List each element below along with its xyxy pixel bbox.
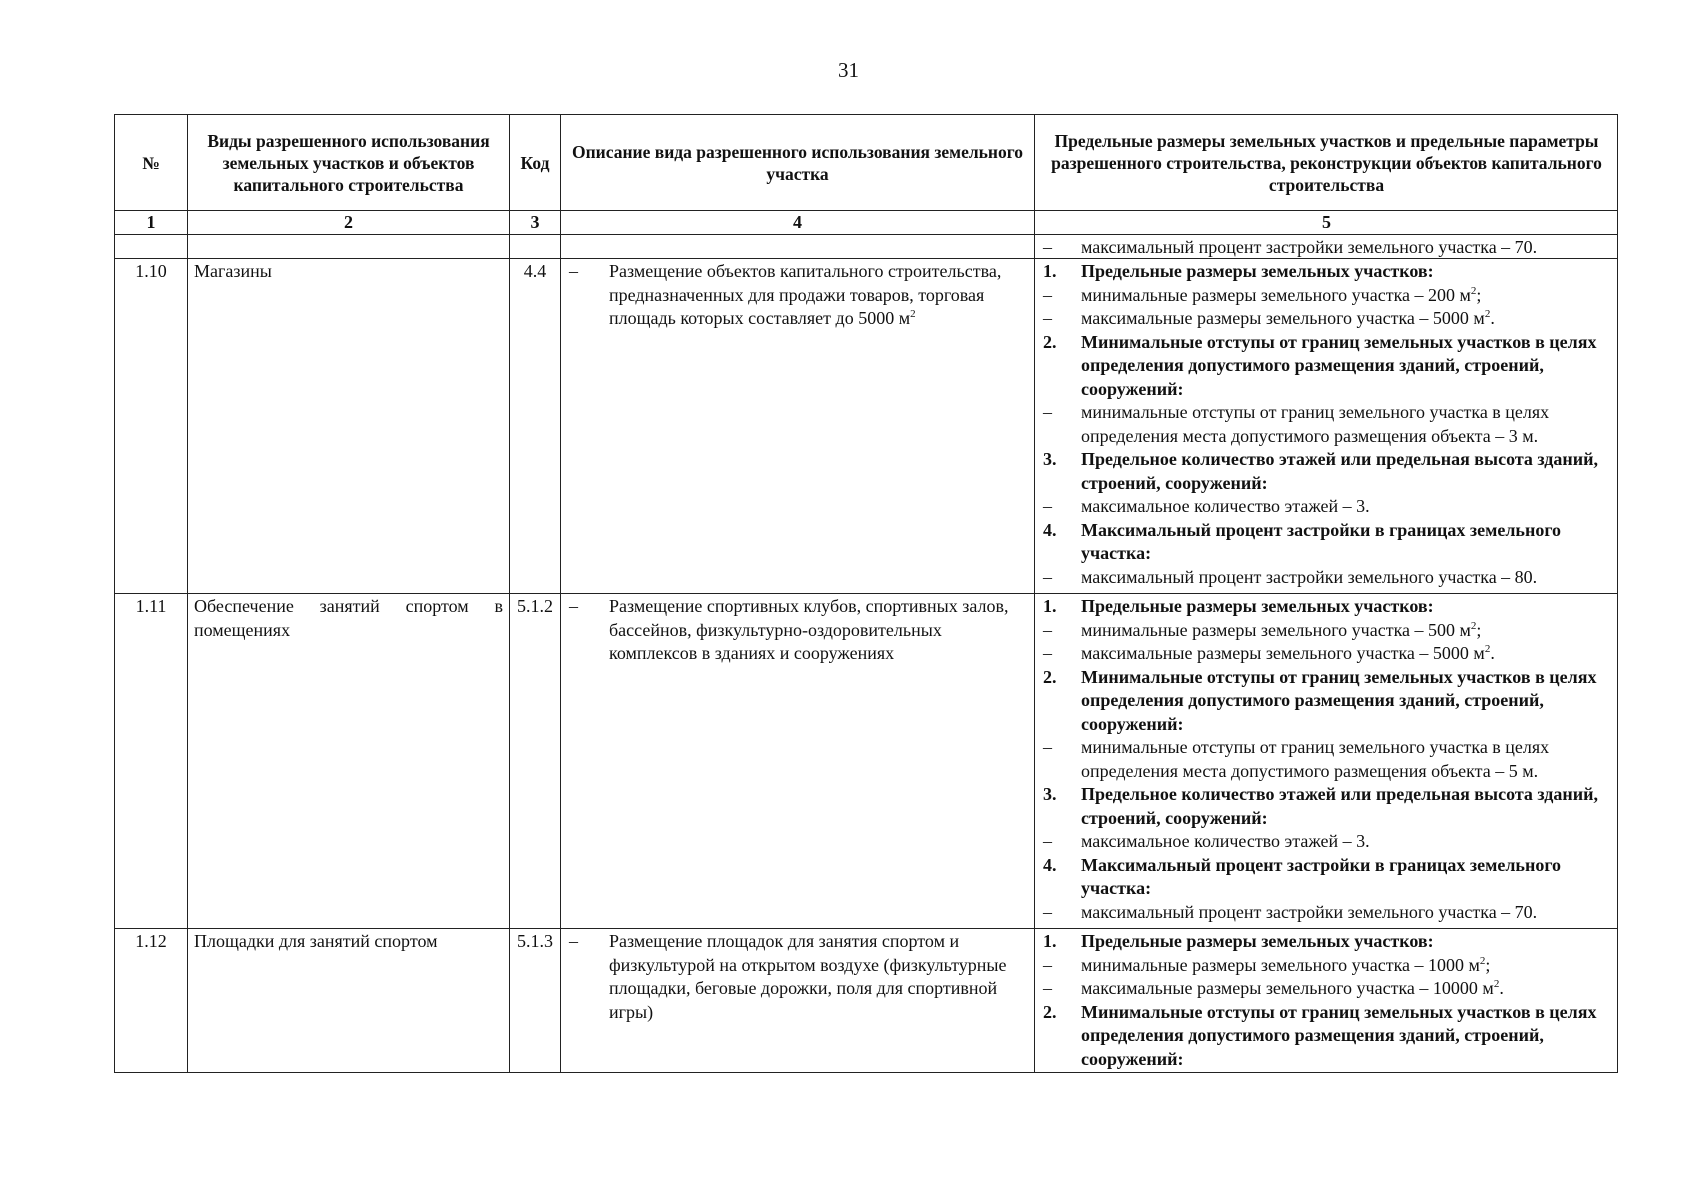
param-line	[1041, 666, 1612, 737]
table-row	[115, 929, 1617, 1072]
table-row	[115, 594, 1617, 929]
param-text: максимальное количество этажей – 3.	[1081, 831, 1370, 851]
header-col-description: Описание вида разрешенного использования земельного участка	[561, 115, 1035, 210]
param-text: минимальные размеры земельного участка – 500 $м^2$;	[1081, 619, 1482, 640]
row-number: 1.11	[115, 594, 188, 928]
param-line	[1041, 566, 1612, 590]
list-marker: 2.	[1043, 331, 1057, 352]
parameters-cell	[1035, 929, 1616, 1072]
param-text: максимальное количество этажей – 3.	[1081, 496, 1370, 516]
param-line	[1041, 519, 1612, 566]
param-text: максимальный процент застройки земельного участка – 70.	[1081, 237, 1538, 257]
param-text: максимальные размеры земельного участка – 5000 $м^2$.	[1081, 643, 1495, 663]
row-number: 1.12	[115, 929, 188, 1072]
param-text: минимальные отступы от границ земельного участка в целях определения места допустимого размещения объекта – 5 м.	[1081, 737, 1550, 781]
header-col-code: Код	[510, 115, 561, 210]
param-heading: Предельные размеры земельных участков:	[1081, 931, 1434, 951]
superscript: 2	[1470, 284, 1477, 297]
param-line	[1041, 901, 1612, 925]
param-text: минимальные размеры земельного участка – 1000 $м^2$;	[1081, 954, 1491, 975]
list-marker: –	[1043, 308, 1052, 328]
list-marker: 3.	[1043, 449, 1057, 469]
column-number-row	[115, 211, 1617, 235]
param-line	[1041, 1001, 1612, 1072]
param-line	[1041, 260, 1612, 284]
param-text: минимальные отступы от границ земельного участка в целях определения места допустимого размещения объекта – 3 м.	[1081, 402, 1550, 446]
list-marker: 4.	[1043, 854, 1057, 875]
param-heading: Минимальные отступы от границ земельных участков в целях определения допустимого размещения зданий, строений, сооружений:	[1081, 666, 1597, 734]
list-marker: 1.	[1043, 261, 1057, 281]
use-code: 4.4	[510, 259, 561, 593]
list-marker: –	[1043, 566, 1052, 587]
param-line	[1041, 783, 1612, 830]
param-heading: Предельные размеры земельных участков:	[1081, 261, 1434, 281]
empty-cell	[115, 235, 188, 258]
use-type-name: Магазины	[188, 259, 510, 593]
row-number: 1.10	[115, 259, 188, 593]
list-marker: 3.	[1043, 784, 1057, 804]
list-marker: 1.	[1043, 596, 1057, 616]
list-marker: 1.	[1043, 931, 1057, 951]
param-line	[1041, 401, 1612, 448]
description-text: Размещение объектов капитального строительства, предназначенных для продажи товаров, торговая площадь которых составляет до 5000 $м^2$	[609, 261, 1002, 328]
zoning-table	[114, 114, 1618, 1073]
continuation-params	[1035, 235, 1616, 258]
param-heading: Максимальный процент застройки в границах земельного участка:	[1081, 854, 1562, 898]
superscript: 2	[1470, 619, 1477, 632]
column-number: 1	[115, 211, 188, 234]
list-marker: –	[1043, 737, 1052, 757]
param-line	[1041, 595, 1612, 619]
use-code: 5.1.2	[510, 594, 561, 928]
empty-cell	[510, 235, 561, 258]
param-line	[1041, 619, 1612, 643]
list-marker: –	[1043, 978, 1052, 998]
list-marker: –	[1043, 237, 1052, 257]
param-text: максимальные размеры земельного участка – 5000 $м^2$.	[1081, 308, 1495, 328]
list-marker: 4.	[1043, 519, 1057, 540]
parameters-cell	[1035, 594, 1616, 928]
list-marker: 2.	[1043, 666, 1057, 687]
empty-cell	[561, 235, 1035, 258]
superscript: 2	[1484, 643, 1491, 655]
list-marker: –	[569, 596, 578, 616]
header-col-parameters: Предельные размеры земельных участков и предельные параметры разрешенного строительства, реконструкции объектов капитального строительства	[1051, 130, 1602, 195]
page-number: 31	[838, 58, 859, 82]
column-number: 2	[188, 211, 510, 234]
param-text: максимальный процент застройки земельного участка – 70.	[1081, 901, 1538, 922]
param-line	[1041, 854, 1612, 901]
parameters-cell	[1035, 259, 1616, 593]
column-number: 5	[1322, 212, 1331, 232]
header-col-use-type: Виды разрешенного использования земельных участков и объектов капитального строительства	[188, 115, 510, 210]
param-heading: Максимальный процент застройки в границах земельного участка:	[1081, 519, 1562, 563]
list-marker: –	[1043, 831, 1052, 851]
superscript: 2	[910, 308, 916, 320]
param-text: максимальные размеры земельного участка – 10000 $м^2$.	[1081, 978, 1504, 998]
param-text: минимальные размеры земельного участка – 200 $м^2$;	[1081, 284, 1482, 305]
param-line	[1041, 331, 1612, 402]
table-row	[115, 259, 1617, 594]
column-number: 3	[510, 211, 561, 234]
param-line	[1041, 284, 1612, 308]
list-marker: –	[1043, 284, 1052, 305]
param-heading: Минимальные отступы от границ земельных участков в целях определения допустимого размещения зданий, строений, сооружений:	[1081, 331, 1597, 399]
param-line	[1041, 930, 1612, 954]
param-heading: Предельные размеры земельных участков:	[1081, 596, 1434, 616]
param-line	[1041, 954, 1612, 978]
description-text: Размещение спортивных клубов, спортивных залов, бассейнов, физкультурно-оздоровительных комплексов в зданиях и сооружениях	[609, 596, 1009, 663]
param-heading: Предельное количество этажей или предельная высота зданий, строений, сооружений:	[1081, 784, 1599, 828]
use-description	[561, 929, 1035, 1072]
use-code: 5.1.3	[510, 929, 561, 1072]
use-description	[561, 259, 1035, 593]
param-line	[1041, 307, 1612, 331]
param-heading: Предельное количество этажей или предельная высота зданий, строений, сооружений:	[1081, 449, 1599, 493]
list-marker: 2.	[1043, 1001, 1057, 1022]
param-line	[1041, 830, 1612, 854]
param-line	[1041, 448, 1612, 495]
list-marker: –	[1043, 901, 1052, 922]
list-marker: –	[1043, 954, 1052, 975]
name-line: помещениях	[194, 619, 291, 640]
superscript: 2	[1479, 954, 1486, 967]
superscript: 2	[1484, 308, 1491, 320]
superscript: 2	[1493, 978, 1500, 990]
list-marker: –	[569, 261, 578, 281]
continuation-row	[115, 235, 1617, 259]
param-line	[1041, 977, 1612, 1001]
header-col-number: №	[115, 115, 188, 210]
use-description	[561, 594, 1035, 928]
empty-cell	[188, 235, 510, 258]
param-line	[1041, 736, 1612, 783]
description-text: Размещение площадок для занятия спортом и физкультурой на открытом воздухе (физкультурные площадки, беговые дорожки, поля для спортивной игры)	[609, 931, 1007, 1022]
list-marker: –	[569, 931, 578, 951]
list-marker: –	[1043, 643, 1052, 663]
column-number: 4	[561, 211, 1035, 234]
name-line: Обеспечение занятий спортом в	[194, 596, 503, 616]
param-heading: Минимальные отступы от границ земельных участков в целях определения допустимого размещения зданий, строений, сооружений:	[1081, 1001, 1597, 1069]
use-type-name: Площадки для занятий спортом	[188, 929, 510, 1072]
param-line	[1041, 495, 1612, 519]
list-marker: –	[1043, 402, 1052, 422]
use-type-name	[188, 594, 510, 928]
param-line	[1041, 236, 1612, 260]
param-text: максимальный процент застройки земельного участка – 80.	[1081, 566, 1538, 587]
list-marker: –	[1043, 496, 1052, 516]
table-header-row	[115, 115, 1617, 211]
list-marker: –	[1043, 619, 1052, 640]
param-line	[1041, 642, 1612, 666]
